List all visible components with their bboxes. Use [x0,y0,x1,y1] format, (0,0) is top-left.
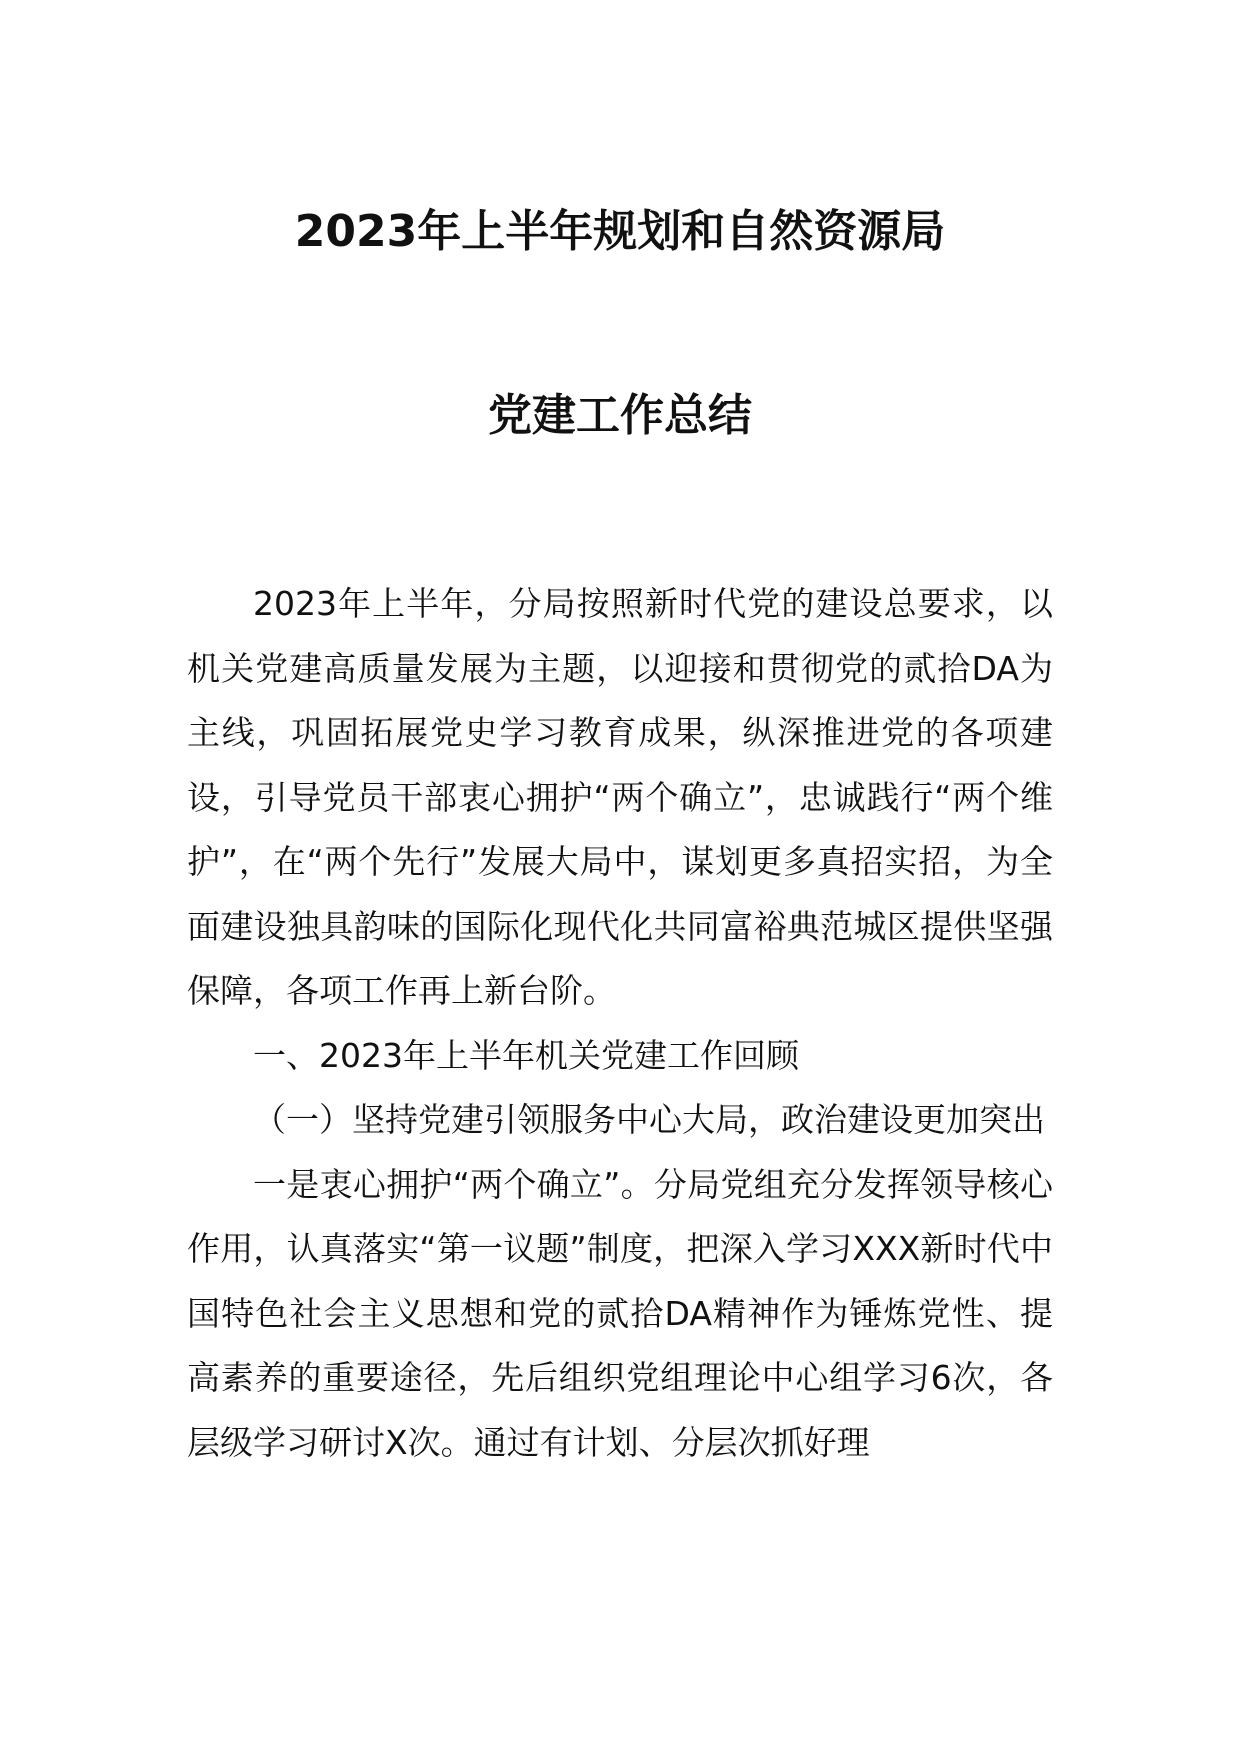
body-paragraph-1: 一是衷心拥护“两个确立”。分局党组充分发挥领导核心作用，认真落实“第一议题”制度，把深入学习XXX新时代中国特色社会主义思想和党的贰拾DA精神作为锤炼党性、提高素养的重要途径，先后组织党组理论中心组学习6次，各层级学习研讨X次。通过有计划、分层次抓好理 [187,1164,1053,1462]
document-title-line-2: 党建工作总结 [488,390,752,441]
document-body [187,572,1053,1475]
document-title-line-1: 2023年上半年规划和自然资源局 [294,206,946,257]
subsection-heading-1: （一）坚持党建引领服务中心大局，政治建设更加突出 [253,1100,1045,1139]
intro-paragraph: 2023年上半年，分局按照新时代党的建设总要求，以机关党建高质量发展为主题，以迎接和贯彻党的贰拾DA为主线，巩固拓展党史学习教育成果，纵深推进党的各项建设，引导党员干部衷心拥护“两个确立”，忠诚践行“两个维护”，在“两个先行”发展大局中，谋划更多真招实招，为全面建设独具韵味的国际化现代化共同富裕典范城区提供坚强保障，各项工作再上新台阶。 [187,584,1053,1010]
section-heading-1: 一、2023年上半年机关党建工作回顾 [253,1035,799,1075]
